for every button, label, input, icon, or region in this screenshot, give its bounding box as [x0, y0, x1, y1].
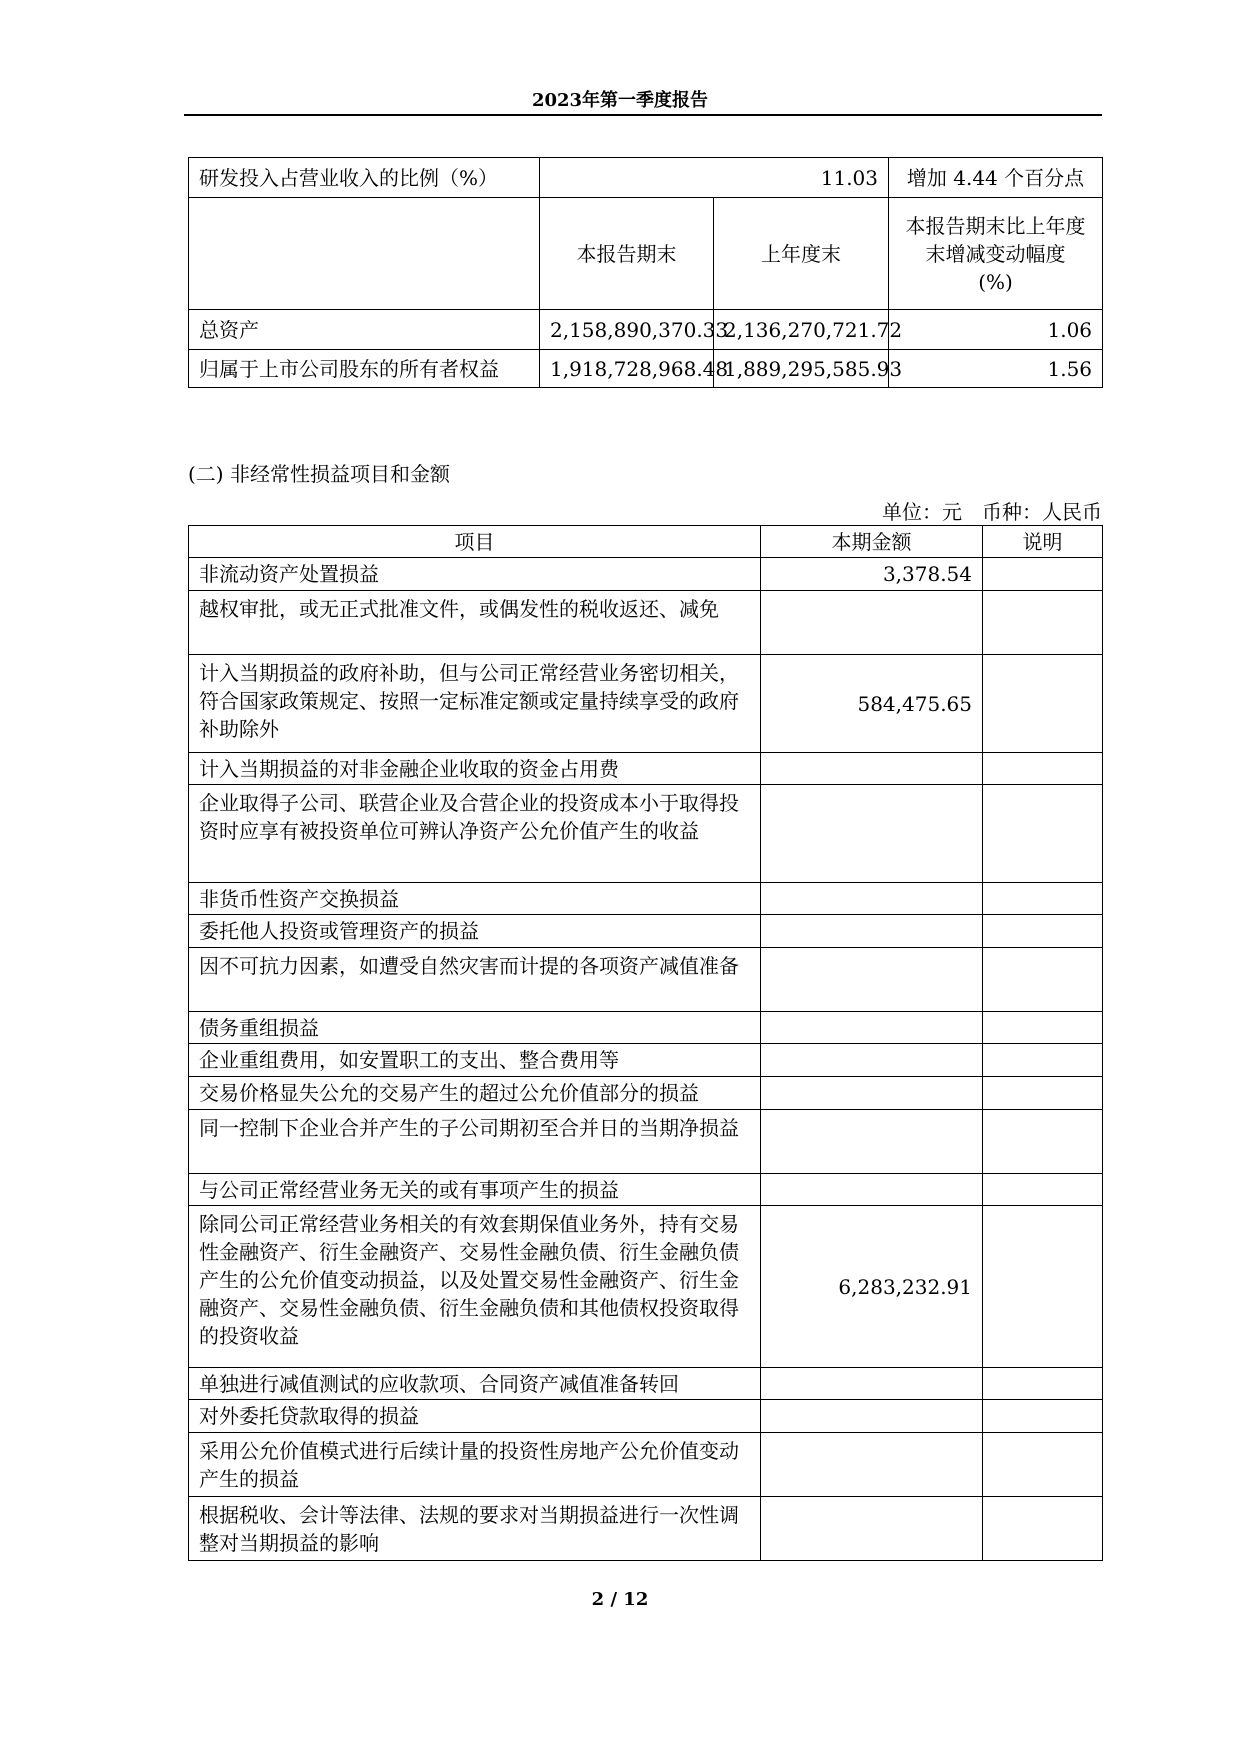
- item-label: 债务重组损益: [189, 1012, 761, 1044]
- col-header-prior: 上年度末: [714, 198, 889, 310]
- item-label: 对外委托贷款取得的损益: [189, 1400, 761, 1433]
- item-amount: [761, 753, 983, 785]
- table-row: [189, 1110, 1103, 1174]
- item-note: [983, 883, 1103, 915]
- item-amount: [761, 1044, 983, 1077]
- item-label: 交易价格显失公允的交易产生的超过公允价值部分的损益: [189, 1077, 761, 1110]
- item-label: 根据税收、会计等法律、法规的要求对当期损益进行一次性调整对当期损益的影响: [189, 1497, 761, 1561]
- section-title: (二) 非经常性损益项目和金额: [188, 462, 450, 486]
- item-amount: [761, 1174, 983, 1206]
- table-row: [189, 1433, 1103, 1497]
- table-row: [189, 1077, 1103, 1110]
- item-label: 非流动资产处置损益: [189, 558, 761, 591]
- table-row: [189, 1174, 1103, 1206]
- financial-summary-table: [188, 157, 1103, 388]
- item-note: [983, 948, 1103, 1012]
- item-note: [983, 1433, 1103, 1497]
- item-amount: [761, 1012, 983, 1044]
- table-header-row: [189, 526, 1103, 558]
- item-amount: 3,378.54: [761, 558, 983, 591]
- row-label: 归属于上市公司股东的所有者权益: [189, 350, 540, 388]
- item-amount: [761, 1400, 983, 1433]
- item-amount: [761, 1077, 983, 1110]
- item-amount: [761, 1110, 983, 1174]
- item-amount: [761, 883, 983, 915]
- row-current: 2,158,890,370.33: [540, 310, 714, 350]
- col-header-item: 项目: [189, 526, 761, 558]
- item-label: 越权审批，或无正式批准文件，或偶发性的税收返还、减免: [189, 591, 761, 655]
- page-number: 2 / 12: [591, 1589, 649, 1610]
- table-row: [189, 558, 1103, 591]
- item-note: [983, 1400, 1103, 1433]
- table-row: [189, 158, 1103, 198]
- item-note: [983, 1012, 1103, 1044]
- item-label: 采用公允价值模式进行后续计量的投资性房地产公允价值变动产生的损益: [189, 1433, 761, 1497]
- item-note: [983, 753, 1103, 785]
- item-note: [983, 785, 1103, 883]
- table-body: [189, 558, 1103, 1561]
- row-change: 1.56: [889, 350, 1103, 388]
- rd-ratio-value: 11.03: [540, 158, 889, 198]
- item-note: [983, 591, 1103, 655]
- table-row: [189, 753, 1103, 785]
- table-row: [189, 655, 1103, 753]
- row-prior: 2,136,270,721.72: [714, 310, 889, 350]
- table-row: [189, 310, 1103, 350]
- item-label: 同一控制下企业合并产生的子公司期初至合并日的当期净损益: [189, 1110, 761, 1174]
- item-note: [983, 1174, 1103, 1206]
- header-rule: [184, 114, 1102, 116]
- item-label: 除同公司正常经营业务相关的有效套期保值业务外，持有交易性金融资产、衍生金融资产、交易性金融负债、衍生金融负债产生的公允价值变动损益，以及处置交易性金融资产、衍生金融资产、交易性金融负债、衍生金融负债和其他债权投资取得的投资收益: [189, 1206, 761, 1368]
- item-amount: [761, 1497, 983, 1561]
- item-note: [983, 1497, 1103, 1561]
- item-label: 因不可抗力因素，如遭受自然灾害而计提的各项资产减值准备: [189, 948, 761, 1012]
- rd-ratio-label: 研发投入占营业收入的比例（%）: [189, 158, 540, 198]
- table-row: [189, 915, 1103, 948]
- row-change: 1.06: [889, 310, 1103, 350]
- item-note: [983, 1077, 1103, 1110]
- item-label: 计入当期损益的对非金融企业收取的资金占用费: [189, 753, 761, 785]
- col-header-note: 说明: [983, 526, 1103, 558]
- item-amount: 6,283,232.91: [761, 1206, 983, 1368]
- table-row: [189, 1368, 1103, 1400]
- empty-header-cell: [189, 198, 540, 310]
- item-amount: [761, 1368, 983, 1400]
- unit-currency-note: 单位：元 币种：人民币: [882, 500, 1102, 524]
- col-header-change-line3: (%): [978, 269, 1013, 294]
- item-note: [983, 655, 1103, 753]
- item-note: [983, 1044, 1103, 1077]
- item-note: [983, 1206, 1103, 1368]
- item-amount: [761, 915, 983, 948]
- col-header-amount: 本期金额: [761, 526, 983, 558]
- col-header-change-line1: 本报告期末比上年度: [905, 213, 1086, 238]
- table-row: [189, 1497, 1103, 1561]
- table-header-row: [189, 198, 1103, 310]
- non-recurring-items-table: [188, 525, 1103, 1561]
- table-row: [189, 1044, 1103, 1077]
- table-row: [189, 785, 1103, 883]
- report-header-title: 2023年第一季度报告: [531, 90, 709, 111]
- table-row: [189, 591, 1103, 655]
- table-row: [189, 1206, 1103, 1368]
- table-row: [189, 1400, 1103, 1433]
- item-amount: [761, 785, 983, 883]
- item-label: 企业取得子公司、联营企业及合营企业的投资成本小于取得投资时应享有被投资单位可辨认净资产公允价值产生的收益: [189, 785, 761, 883]
- table-row: [189, 1012, 1103, 1044]
- table-row: [189, 948, 1103, 1012]
- item-amount: 584,475.65: [761, 655, 983, 753]
- col-header-change-line2: 末增减变动幅度: [925, 241, 1066, 266]
- col-header-current: 本报告期末: [540, 198, 714, 310]
- item-label: 非货币性资产交换损益: [189, 883, 761, 915]
- table-row: [189, 883, 1103, 915]
- item-note: [983, 1110, 1103, 1174]
- table-row: [189, 350, 1103, 388]
- item-note: [983, 915, 1103, 948]
- item-note: [983, 1368, 1103, 1400]
- row-prior: 1,889,295,585.93: [714, 350, 889, 388]
- row-current: 1,918,728,968.48: [540, 350, 714, 388]
- item-label: 单独进行减值测试的应收款项、合同资产减值准备转回: [189, 1368, 761, 1400]
- item-note: [983, 558, 1103, 591]
- item-label: 与公司正常经营业务无关的或有事项产生的损益: [189, 1174, 761, 1206]
- item-amount: [761, 591, 983, 655]
- rd-ratio-change: 增加 4.44 个百分点: [889, 158, 1103, 198]
- item-label: 委托他人投资或管理资产的损益: [189, 915, 761, 948]
- item-amount: [761, 1433, 983, 1497]
- item-label: 企业重组费用，如安置职工的支出、整合费用等: [189, 1044, 761, 1077]
- col-header-change: [889, 198, 1103, 310]
- item-label: 计入当期损益的政府补助，但与公司正常经营业务密切相关，符合国家政策规定、按照一定标准定额或定量持续享受的政府补助除外: [189, 655, 761, 753]
- item-amount: [761, 948, 983, 1012]
- row-label: 总资产: [189, 310, 540, 350]
